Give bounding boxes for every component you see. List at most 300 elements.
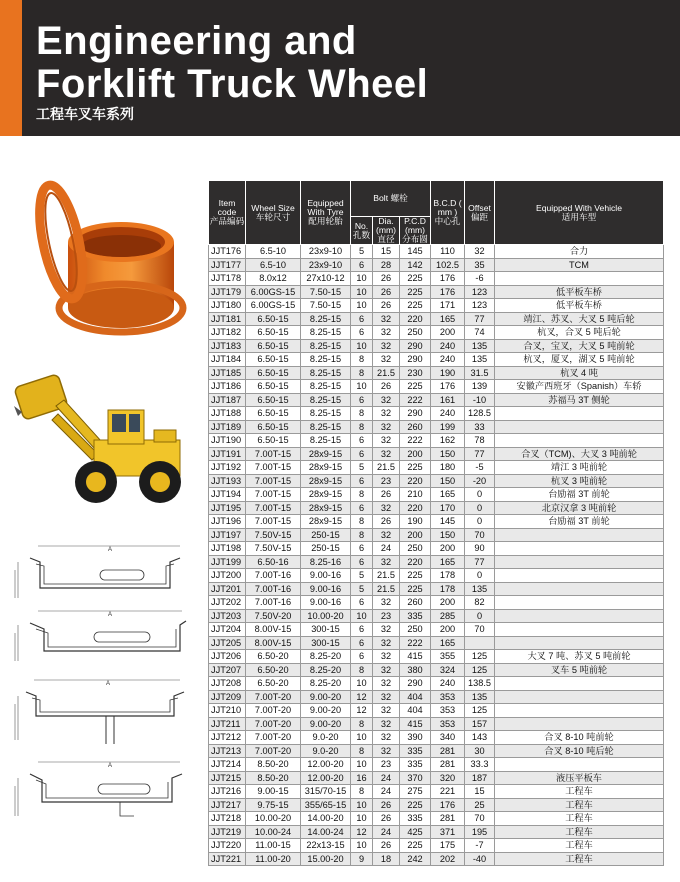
- bolt-dia-cell: 32: [373, 650, 400, 664]
- bolt-count-cell: 6: [351, 501, 373, 515]
- pcd-cell: 222: [400, 393, 431, 407]
- item-code-cell: JJT216: [209, 785, 246, 799]
- wheel-size-cell: 6.50-15: [246, 420, 301, 434]
- bolt-dia-cell: 32: [373, 663, 400, 677]
- pcd-cell: 390: [400, 731, 431, 745]
- wheel-size-cell: 7.50V-15: [246, 528, 301, 542]
- bcd-cell: 285: [431, 609, 465, 623]
- pcd-cell: 225: [400, 839, 431, 853]
- bcd-cell: 161: [431, 393, 465, 407]
- table-row: [209, 434, 664, 448]
- pcd-cell: 225: [400, 380, 431, 394]
- table-row: [209, 420, 664, 434]
- vehicle-cell: 合叉（TCM)、大叉 3 吨前轮: [495, 447, 664, 461]
- tyre-cell: 10.00-20: [301, 609, 351, 623]
- bcd-cell: 102.5: [431, 258, 465, 272]
- tyre-cell: 8.25-16: [301, 555, 351, 569]
- tyre-cell: 12.00-20: [301, 771, 351, 785]
- table-row: [209, 528, 664, 542]
- tyre-cell: 8.25-15: [301, 366, 351, 380]
- table-row: [209, 515, 664, 529]
- tyre-cell: 9.0-20: [301, 744, 351, 758]
- offset-cell: -5: [465, 461, 495, 475]
- offset-cell: 0: [465, 515, 495, 529]
- vehicle-cell: [495, 690, 664, 704]
- wheel-size-cell: 7.00T-15: [246, 461, 301, 475]
- item-code-cell: JJT193: [209, 474, 246, 488]
- bcd-cell: 162: [431, 434, 465, 448]
- item-code-cell: JJT188: [209, 407, 246, 421]
- bcd-cell: 180: [431, 461, 465, 475]
- bcd-cell: 199: [431, 420, 465, 434]
- bolt-dia-cell: 26: [373, 812, 400, 826]
- bcd-cell: 150: [431, 447, 465, 461]
- vehicle-cell: [495, 555, 664, 569]
- table-row: [209, 447, 664, 461]
- bolt-dia-cell: 32: [373, 326, 400, 340]
- bolt-dia-cell: 32: [373, 339, 400, 353]
- tyre-cell: 300-15: [301, 636, 351, 650]
- bcd-cell: 281: [431, 744, 465, 758]
- offset-cell: 32: [465, 245, 495, 259]
- table-row: [209, 582, 664, 596]
- item-code-cell: JJT205: [209, 636, 246, 650]
- tyre-cell: 9.00-16: [301, 582, 351, 596]
- bolt-dia-cell: 23: [373, 758, 400, 772]
- dimension-label-a: A: [106, 681, 111, 687]
- item-code-cell: JJT217: [209, 798, 246, 812]
- pcd-cell: 225: [400, 285, 431, 299]
- bolt-dia-cell: 32: [373, 501, 400, 515]
- bolt-dia-cell: 26: [373, 488, 400, 502]
- item-code-cell: JJT176: [209, 245, 246, 259]
- pcd-cell: 222: [400, 434, 431, 448]
- tyre-cell: 8.25-15: [301, 420, 351, 434]
- bcd-cell: 150: [431, 474, 465, 488]
- header-text: Wheel Size: [251, 202, 295, 213]
- bolt-dia-cell: 32: [373, 353, 400, 367]
- bolt-count-cell: 5: [351, 461, 373, 475]
- bolt-count-cell: 10: [351, 758, 373, 772]
- pcd-cell: 225: [400, 582, 431, 596]
- table-row: [209, 623, 664, 637]
- vehicle-cell: 叉车 5 吨前轮: [495, 663, 664, 677]
- bolt-dia-cell: 21.5: [373, 366, 400, 380]
- vehicle-cell: [495, 272, 664, 286]
- wheel-size-cell: 6.50-15: [246, 326, 301, 340]
- wheel-size-cell: 6.50-15: [246, 380, 301, 394]
- tyre-cell: 9.00-20: [301, 717, 351, 731]
- vehicle-cell: 合力: [495, 245, 664, 259]
- table-row: [209, 852, 664, 866]
- wheel-size-cell: 6.00GS-15: [246, 285, 301, 299]
- tyre-cell: 355/65-15: [301, 798, 351, 812]
- pcd-cell: 425: [400, 825, 431, 839]
- wheel-size-cell: 7.00T-20: [246, 690, 301, 704]
- bcd-cell: 320: [431, 771, 465, 785]
- table-row: [209, 542, 664, 556]
- bolt-dia-cell: 21.5: [373, 582, 400, 596]
- header-text: B.C.D ( mm ): [433, 198, 462, 218]
- item-code-cell: JJT183: [209, 339, 246, 353]
- item-code-cell: JJT206: [209, 650, 246, 664]
- offset-cell: 35: [465, 258, 495, 272]
- wheel-size-cell: 7.00T-15: [246, 501, 301, 515]
- column-header-wheel-size: [246, 181, 301, 245]
- tyre-cell: 8.25-15: [301, 353, 351, 367]
- bcd-cell: 221: [431, 785, 465, 799]
- item-code-cell: JJT221: [209, 852, 246, 866]
- bcd-cell: 165: [431, 488, 465, 502]
- item-code-cell: JJT187: [209, 393, 246, 407]
- tyre-cell: 7.50-15: [301, 285, 351, 299]
- table-row: [209, 785, 664, 799]
- table-row: [209, 663, 664, 677]
- bcd-cell: 240: [431, 677, 465, 691]
- offset-cell: 15: [465, 785, 495, 799]
- vehicle-cell: [495, 420, 664, 434]
- bolt-dia-cell: 18: [373, 852, 400, 866]
- bolt-count-cell: 6: [351, 555, 373, 569]
- wheel-size-cell: 10.00-24: [246, 825, 301, 839]
- bolt-count-cell: 6: [351, 542, 373, 556]
- offset-cell: 157: [465, 717, 495, 731]
- tyre-cell: 250-15: [301, 528, 351, 542]
- wheel-size-cell: 6.5-10: [246, 258, 301, 272]
- bolt-dia-cell: 32: [373, 623, 400, 637]
- item-code-cell: JJT180: [209, 299, 246, 313]
- pcd-cell: 225: [400, 461, 431, 475]
- bolt-count-cell: 8: [351, 353, 373, 367]
- wheel-size-cell: 7.00T-15: [246, 515, 301, 529]
- bcd-cell: 281: [431, 812, 465, 826]
- pcd-cell: 190: [400, 515, 431, 529]
- pcd-cell: 220: [400, 555, 431, 569]
- item-code-cell: JJT181: [209, 312, 246, 326]
- table-body: [209, 245, 664, 866]
- wheel-size-cell: 7.00T-15: [246, 488, 301, 502]
- pcd-cell: 200: [400, 447, 431, 461]
- pcd-cell: 220: [400, 312, 431, 326]
- bcd-cell: 175: [431, 839, 465, 853]
- vehicle-cell: [495, 677, 664, 691]
- wheel-size-cell: 6.50-15: [246, 312, 301, 326]
- bolt-dia-cell: 21.5: [373, 569, 400, 583]
- offset-cell: -6: [465, 272, 495, 286]
- bolt-count-cell: 12: [351, 690, 373, 704]
- item-code-cell: JJT190: [209, 434, 246, 448]
- pcd-cell: 335: [400, 812, 431, 826]
- bcd-cell: 176: [431, 380, 465, 394]
- tyre-cell: 250-15: [301, 542, 351, 556]
- tyre-cell: 8.25-15: [301, 312, 351, 326]
- tyre-cell: 28x9-15: [301, 474, 351, 488]
- dimension-label-a: A: [108, 763, 113, 769]
- wheel-size-cell: 6.50-15: [246, 339, 301, 353]
- table-row: [209, 758, 664, 772]
- offset-cell: 70: [465, 528, 495, 542]
- offset-cell: 135: [465, 582, 495, 596]
- bolt-dia-cell: 32: [373, 704, 400, 718]
- tyre-cell: 22x13-15: [301, 839, 351, 853]
- bcd-cell: 178: [431, 582, 465, 596]
- bolt-dia-cell: 32: [373, 677, 400, 691]
- column-header-bolt-pcd: [400, 217, 431, 245]
- offset-cell: 0: [465, 569, 495, 583]
- tyre-cell: 28x9-15: [301, 447, 351, 461]
- rim-profile-diagram: [10, 607, 190, 669]
- vehicle-cell: 工程车: [495, 812, 664, 826]
- pcd-cell: 225: [400, 299, 431, 313]
- bolt-count-cell: 12: [351, 704, 373, 718]
- item-code-cell: JJT195: [209, 501, 246, 515]
- pcd-cell: 290: [400, 677, 431, 691]
- vehicle-cell: [495, 758, 664, 772]
- wheel-size-cell: 6.00GS-15: [246, 299, 301, 313]
- bolt-count-cell: 6: [351, 474, 373, 488]
- offset-cell: -7: [465, 839, 495, 853]
- vehicle-cell: 工程车: [495, 785, 664, 799]
- item-code-cell: JJT196: [209, 515, 246, 529]
- pcd-cell: 290: [400, 339, 431, 353]
- tyre-cell: 7.50-15: [301, 299, 351, 313]
- wheel-size-cell: 6.50-15: [246, 434, 301, 448]
- item-code-cell: JJT197: [209, 528, 246, 542]
- bolt-count-cell: 9: [351, 852, 373, 866]
- tyre-cell: 8.25-20: [301, 663, 351, 677]
- tyre-cell: 12.00-20: [301, 758, 351, 772]
- wheel-size-cell: 7.50V-20: [246, 609, 301, 623]
- table-row: [209, 704, 664, 718]
- tyre-cell: 14.00-24: [301, 825, 351, 839]
- offset-cell: 0: [465, 488, 495, 502]
- bcd-cell: 353: [431, 690, 465, 704]
- tyre-cell: 8.25-15: [301, 407, 351, 421]
- column-header-bcd: [431, 181, 465, 245]
- rim-profile-diagram: [10, 672, 190, 748]
- vehicle-cell: 靖江、苏叉、大叉 5 吨后轮: [495, 312, 664, 326]
- vehicle-cell: 合叉 8-10 吨前轮: [495, 731, 664, 745]
- table-row: [209, 812, 664, 826]
- table-row: [209, 825, 664, 839]
- vehicle-cell: 大叉 7 吨、苏叉 5 吨前轮: [495, 650, 664, 664]
- wheel-size-cell: 9.75-15: [246, 798, 301, 812]
- item-code-cell: JJT186: [209, 380, 246, 394]
- wheel-size-cell: 11.00-20: [246, 852, 301, 866]
- bolt-count-cell: 8: [351, 515, 373, 529]
- item-code-cell: JJT214: [209, 758, 246, 772]
- table-row: [209, 407, 664, 421]
- item-code-cell: JJT182: [209, 326, 246, 340]
- header-text-cn: 配用轮胎: [308, 216, 343, 227]
- table-row: [209, 650, 664, 664]
- rim-profile-diagram: [10, 756, 190, 824]
- pcd-cell: 404: [400, 704, 431, 718]
- wheel-size-cell: 6.50-15: [246, 353, 301, 367]
- bolt-count-cell: 8: [351, 744, 373, 758]
- item-code-cell: JJT201: [209, 582, 246, 596]
- bcd-cell: 170: [431, 501, 465, 515]
- header-text: Equipped With Tyre: [307, 198, 344, 218]
- table-row: [209, 245, 664, 259]
- bcd-cell: 176: [431, 272, 465, 286]
- bcd-cell: 324: [431, 663, 465, 677]
- vehicle-cell: 工程车: [495, 825, 664, 839]
- header-accent-bar: [0, 0, 22, 136]
- pcd-cell: 290: [400, 407, 431, 421]
- vehicle-cell: 台励福 3T 前轮: [495, 515, 664, 529]
- tyre-cell: 9.00-20: [301, 704, 351, 718]
- bcd-cell: 371: [431, 825, 465, 839]
- bolt-count-cell: 10: [351, 339, 373, 353]
- item-code-cell: JJT178: [209, 272, 246, 286]
- bolt-count-cell: 6: [351, 623, 373, 637]
- wheel-size-cell: 7.00T-20: [246, 731, 301, 745]
- vehicle-cell: [495, 636, 664, 650]
- header-text-cn: 偏距: [470, 211, 489, 222]
- header-band: [0, 0, 680, 136]
- wheel-size-cell: 10.00-20: [246, 812, 301, 826]
- bolt-dia-cell: 26: [373, 285, 400, 299]
- tyre-cell: 23x9-10: [301, 258, 351, 272]
- table-row: [209, 339, 664, 353]
- bolt-dia-cell: 26: [373, 798, 400, 812]
- wheel-size-cell: 6.50-16: [246, 555, 301, 569]
- wheel-size-cell: 7.00T-16: [246, 596, 301, 610]
- table-row: [209, 555, 664, 569]
- offset-cell: 128.5: [465, 407, 495, 421]
- vehicle-cell: [495, 717, 664, 731]
- offset-cell: 90: [465, 542, 495, 556]
- header-text-cn: 孔数: [352, 229, 371, 240]
- offset-cell: 195: [465, 825, 495, 839]
- table-row: [209, 690, 664, 704]
- bolt-count-cell: 8: [351, 488, 373, 502]
- dimension-label-a: A: [108, 612, 113, 618]
- bolt-dia-cell: 32: [373, 312, 400, 326]
- vehicle-cell: 合叉，宝叉，大叉 5 吨前轮: [495, 339, 664, 353]
- vehicle-cell: [495, 596, 664, 610]
- pcd-cell: 225: [400, 272, 431, 286]
- item-code-cell: JJT210: [209, 704, 246, 718]
- vehicle-cell: 合叉 8-10 吨后轮: [495, 744, 664, 758]
- wheel-size-cell: 7.00T-20: [246, 744, 301, 758]
- bolt-dia-cell: 32: [373, 447, 400, 461]
- tyre-cell: 8.25-15: [301, 434, 351, 448]
- header-text: Item code: [217, 198, 237, 218]
- column-header-item-code: [209, 181, 246, 245]
- bolt-count-cell: 12: [351, 825, 373, 839]
- bolt-dia-cell: 32: [373, 717, 400, 731]
- vehicle-cell: [495, 623, 664, 637]
- pcd-cell: 220: [400, 501, 431, 515]
- table-row: [209, 285, 664, 299]
- vehicle-cell: 靖江 3 吨前轮: [495, 461, 664, 475]
- wheel-size-cell: 9.00-15: [246, 785, 301, 799]
- vehicle-cell: [495, 434, 664, 448]
- bcd-cell: 176: [431, 285, 465, 299]
- offset-cell: -20: [465, 474, 495, 488]
- vehicle-cell: 低平板车桥: [495, 285, 664, 299]
- bolt-dia-cell: 26: [373, 839, 400, 853]
- tyre-cell: 300-15: [301, 623, 351, 637]
- wheel-size-cell: 6.50-20: [246, 650, 301, 664]
- pcd-cell: 230: [400, 366, 431, 380]
- bolt-count-cell: 8: [351, 663, 373, 677]
- wheel-size-cell: 11.00-15: [246, 839, 301, 853]
- bolt-dia-cell: 23: [373, 474, 400, 488]
- header-text-cn: 产品编码: [209, 216, 245, 227]
- pcd-cell: 242: [400, 852, 431, 866]
- tyre-cell: 9.00-16: [301, 569, 351, 583]
- bolt-count-cell: 6: [351, 434, 373, 448]
- offset-cell: 77: [465, 312, 495, 326]
- item-code-cell: JJT220: [209, 839, 246, 853]
- bolt-count-cell: 5: [351, 245, 373, 259]
- item-code-cell: JJT208: [209, 677, 246, 691]
- bolt-count-cell: 8: [351, 366, 373, 380]
- table-row: [209, 609, 664, 623]
- wheel-size-cell: 8.50-20: [246, 758, 301, 772]
- pcd-cell: 210: [400, 488, 431, 502]
- bcd-cell: 178: [431, 569, 465, 583]
- tyre-cell: 15.00-20: [301, 852, 351, 866]
- column-header-vehicle: [495, 181, 664, 245]
- tyre-cell: 28x9-15: [301, 515, 351, 529]
- bcd-cell: 171: [431, 299, 465, 313]
- bolt-dia-cell: 32: [373, 420, 400, 434]
- page-title-line-2: Forklift Truck Wheel: [36, 62, 429, 106]
- offset-cell: 30: [465, 744, 495, 758]
- bolt-count-cell: 8: [351, 528, 373, 542]
- table-row: [209, 717, 664, 731]
- wheel-size-cell: 6.50-15: [246, 407, 301, 421]
- bolt-count-cell: 6: [351, 312, 373, 326]
- table-row: [209, 366, 664, 380]
- offset-cell: 77: [465, 555, 495, 569]
- bolt-dia-cell: 32: [373, 596, 400, 610]
- wheel-size-cell: 8.00V-15: [246, 636, 301, 650]
- bcd-cell: 200: [431, 542, 465, 556]
- table-row: [209, 501, 664, 515]
- vehicle-cell: 苏福马 3T 侧轮: [495, 393, 664, 407]
- table-row: [209, 839, 664, 853]
- wheel-size-cell: 8.50-20: [246, 771, 301, 785]
- bolt-count-cell: 8: [351, 717, 373, 731]
- offset-cell: 138.5: [465, 677, 495, 691]
- offset-cell: 78: [465, 434, 495, 448]
- column-header-bolt-dia: [373, 217, 400, 245]
- bolt-dia-cell: 32: [373, 744, 400, 758]
- table-row: [209, 258, 664, 272]
- wheel-size-cell: 6.5-10: [246, 245, 301, 259]
- pcd-cell: 380: [400, 663, 431, 677]
- table-row: [209, 488, 664, 502]
- wheel-size-cell: 8.0x12: [246, 272, 301, 286]
- bcd-cell: 165: [431, 555, 465, 569]
- offset-cell: 135: [465, 690, 495, 704]
- bcd-cell: 165: [431, 312, 465, 326]
- vehicle-cell: 杭叉 4 吨: [495, 366, 664, 380]
- wheel-size-cell: 7.00T-16: [246, 569, 301, 583]
- orange-rim-photo: [16, 180, 192, 350]
- offset-cell: 123: [465, 285, 495, 299]
- header-text: Dia. (mm): [375, 216, 397, 236]
- wheel-size-cell: 7.50V-15: [246, 542, 301, 556]
- item-code-cell: JJT207: [209, 663, 246, 677]
- pcd-cell: 145: [400, 245, 431, 259]
- pcd-cell: 250: [400, 542, 431, 556]
